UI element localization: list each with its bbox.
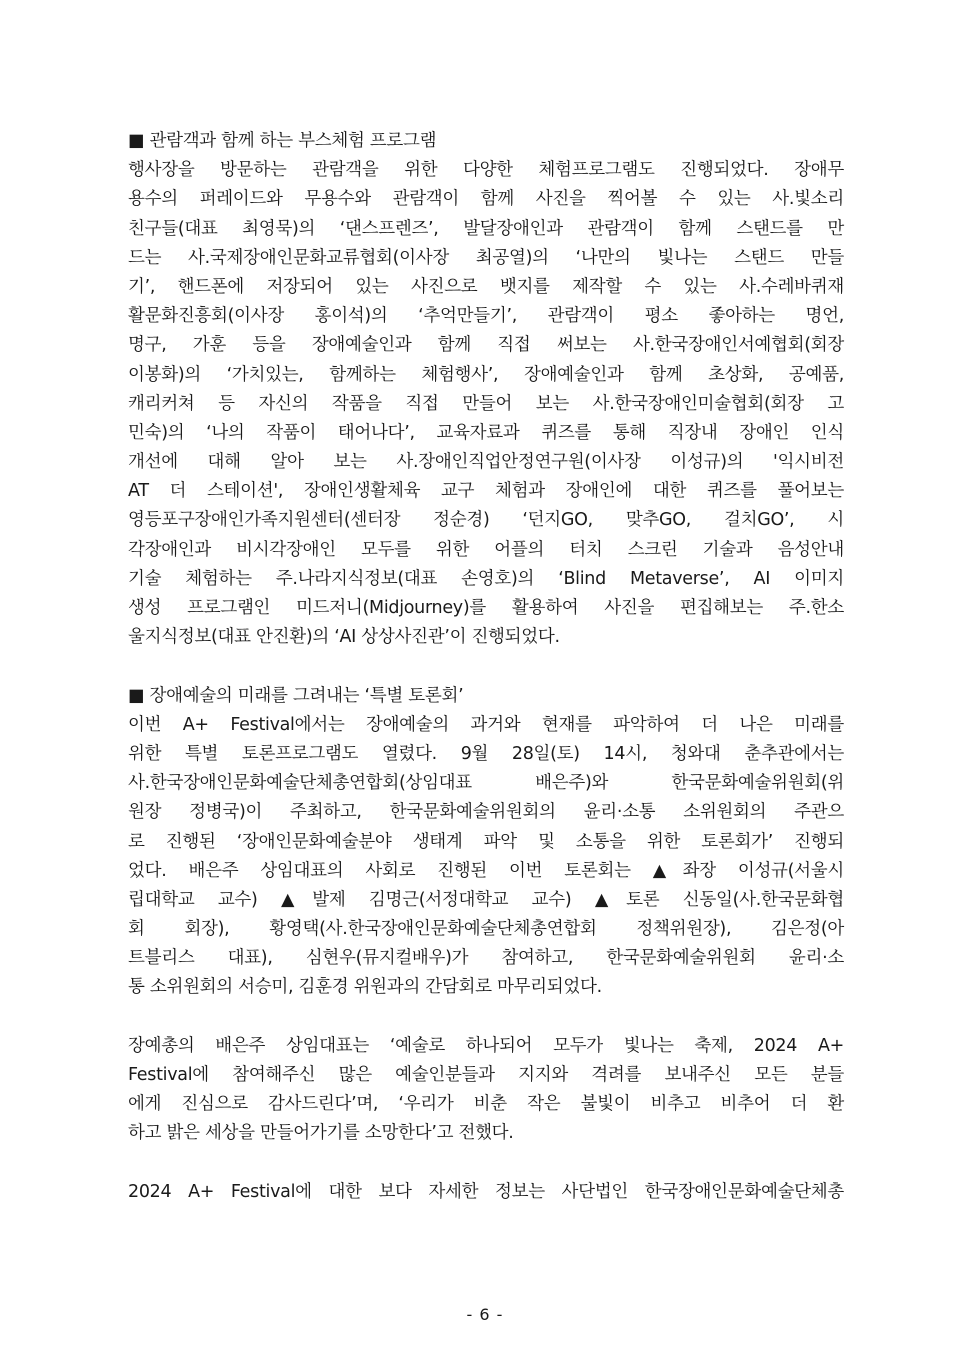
text-line: 각장애인과 비시각장애인 모두를 위한 어플의 터치 스크린 기술과 음성안내 xyxy=(128,539,844,560)
text-line: 개선에 대해 알아 보는 사.장애인직업안정연구원(이사장 이성규)의 '익시비전 xyxy=(128,452,844,473)
paragraph-special-forum xyxy=(128,711,844,1003)
text-line: 원장 정병국)이 주최하고, 한국문화예술위원회의 윤리·소통 소위원회의 주관으 xyxy=(128,802,844,823)
text-line: 립대학교 교수) ▲발제 김명근(서정대학교 교수) ▲토론 신동일(사.한국문화협 xyxy=(128,889,844,910)
section-heading: ■ 장애예술의 미래를 그려내는 ‘특별 토론회’ xyxy=(128,685,464,706)
text-line: 2024 A+ Festival에 대한 보다 자세한 정보는 사단법인 한국장애인문화예술단체총 xyxy=(128,1181,844,1202)
text-line: 친구들(대표 최영묵)의 ‘댄스프렌즈’, 발달장애인과 관람객이 함께 스탠드를 만 xyxy=(128,218,844,239)
text-line: 이봉화)의 ‘가치있는, 함께하는 체험행사’, 장애예술인과 함께 초상화, 공예품, xyxy=(128,364,844,385)
text-line: 활문화진흥회(이사장 홍이석)의 ‘추억만들기’, 관람객이 평소 좋아하는 명언, xyxy=(128,306,844,327)
paragraph-booth-program xyxy=(128,156,844,652)
text-line: 통 소위원회의 서승미, 김훈경 위원과의 간담회로 마무리되었다. xyxy=(128,977,602,998)
text-line: Festival에 참여해주신 많은 예술인분들과 지지와 격려를 보내주신 모든 분들 xyxy=(128,1065,844,1085)
text-line: 하고 밝은 세상을 만들어가기를 소망한다’고 전했다. xyxy=(128,1123,514,1144)
section-more-info xyxy=(128,1178,844,1207)
text-line: 민숙)의 ‘나의 작품이 태어나다’, 교육자료과 퀴즈를 통해 직장내 장애인 인식 xyxy=(128,422,844,443)
paragraph-spacer xyxy=(128,1003,844,1032)
text-line: 위한 특별 토론프로그램도 열렸다. 9월 28일(토) 14시, 청와대 춘추관에서는 xyxy=(128,743,844,764)
text-line: 장예총의 배은주 상임대표는 ‘예술로 하나되어 모두가 빛나는 축제, 2024 A+ xyxy=(128,1035,844,1056)
text-line: 기술 체험하는 주.나라지식정보(대표 손영호)의 ‘Blind Metaverse’, AI 이미지 xyxy=(128,568,844,589)
page-number: - 6 - xyxy=(466,1305,504,1324)
section-heading: ■ 관람객과 함께 하는 부스체험 프로그램 xyxy=(128,131,437,151)
text-line: 사.한국장애인문화예술단체총연합회(상임대표 배은주)와 한국문화예술위원회(위 xyxy=(128,773,844,794)
text-line: 기’, 핸드폰에 저장되어 있는 사진으로 뱃지를 제작할 수 있는 사.수레바퀴재 xyxy=(128,276,844,297)
text-line: 었다. 배은주 상임대표의 사회로 진행된 이번 토론회는 ▲좌장 이성규(서울시 xyxy=(128,860,844,881)
text-line: AT 더 스테이션', 장애인생활체육 교구 체험과 장애인에 대한 퀴즈를 풀어보는 xyxy=(128,481,844,502)
text-line: 에게 진심으로 감사드린다’며, ‘우리가 비춘 작은 불빛이 비추고 비추어 더 환 xyxy=(128,1094,844,1115)
text-line: 명구, 가훈 등을 장애예술인과 함께 직접 써보는 사.한국장애인서예협회(회장 xyxy=(128,335,844,356)
section-closing-remarks xyxy=(128,1032,844,1149)
text-line: 트블리스 대표), 심현우(뮤지컬배우)가 참여하고, 한국문화예술위원회 윤리·소 xyxy=(128,948,844,969)
text-line: 행사장을 방문하는 관람객을 위한 다양한 체험프로그램도 진행되었다. 장애무 xyxy=(128,160,844,181)
paragraph-spacer xyxy=(128,1149,844,1178)
paragraph-closing-remarks xyxy=(128,1032,844,1149)
paragraph-more-info xyxy=(128,1178,844,1207)
paragraph-spacer xyxy=(128,652,844,681)
text-line: 울지식정보(대표 안진환)의 ‘AI 상상사진관’이 진행되었다. xyxy=(128,627,560,648)
text-line: 생성 프로그램인 미드저니(Midjourney)를 활용하여 사진을 편집해보는 주.한소 xyxy=(128,598,844,618)
text-line: 회 회장), 황영택(사.한국장애인문화예술단체총연합회 정책위원장), 김은정(아 xyxy=(128,919,844,940)
text-line: 이번 A+ Festival에서는 장애예술의 과거와 현재를 파악하여 더 나은 미래를 xyxy=(128,714,844,735)
document-body xyxy=(128,127,844,1207)
text-line: 영등포구장애인가족지원센터(센터장 정순경) ‘던지GO, 맞추GO, 걸치GO’, 시 xyxy=(128,510,844,531)
section-special-forum xyxy=(128,682,844,1003)
text-line: 드는 사.국제장애인문화교류협회(이사장 최공열)의 ‘나만의 빛나는 스탠드 만들 xyxy=(128,247,844,268)
text-line: 캐리커쳐 등 자신의 작품을 직접 만들어 보는 사.한국장애인미술협회(회장 고 xyxy=(128,393,844,414)
text-line: 용수의 퍼레이드와 무용수와 관람객이 함께 사진을 찍어볼 수 있는 사.빛소리 xyxy=(128,189,844,210)
text-line: 로 진행된 ‘장애인문화예술분야 생태계 파악 및 소통을 위한 토론회가’ 진행되 xyxy=(128,831,844,852)
section-booth-program xyxy=(128,127,844,652)
